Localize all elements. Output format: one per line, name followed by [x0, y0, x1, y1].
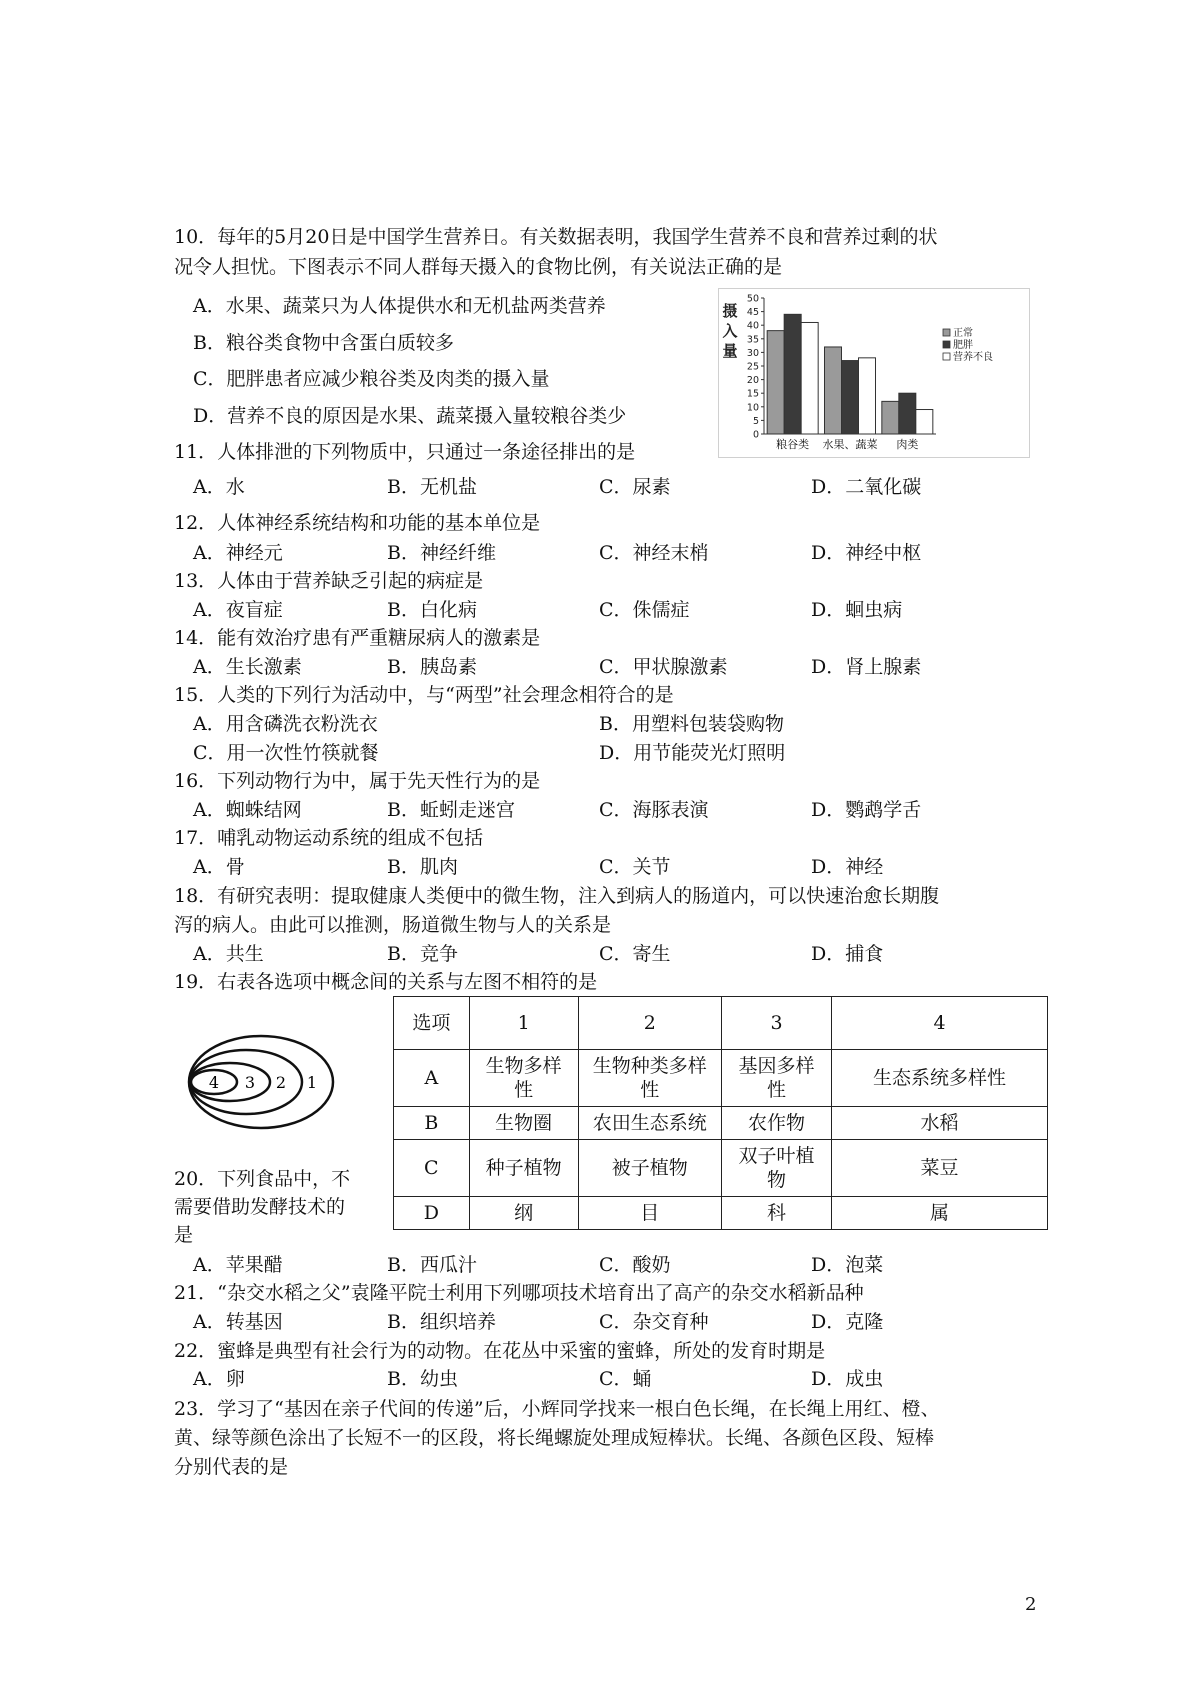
q10-option-b: B．粮谷类食物中含蛋白质较多	[193, 332, 454, 354]
table-row	[394, 1140, 1048, 1197]
y-tick-label: 40	[746, 320, 759, 332]
q18-option-a: A．共生	[193, 943, 264, 965]
q23-stem-line2: 黄、绿等颜色涂出了长短不一的区段，将长绳螺旋处理成短棒状。长绳、各颜色区段、短棒	[174, 1427, 935, 1449]
bar-chart-svg	[718, 288, 1030, 458]
nested-oval-diagram	[186, 1032, 336, 1137]
table-cell: 生物多样性	[469, 1050, 578, 1107]
q17-option-a: A．骨	[193, 856, 245, 878]
q21-option-a: A．转基因	[193, 1311, 283, 1333]
oval-3	[190, 1063, 270, 1101]
q23-stem-line1: 23．学习了“基因在亲子代间的传递”后，小辉同学找来一根白色长绳，在长绳上用红、橙、	[174, 1398, 940, 1420]
nested-ovals-svg	[186, 1032, 336, 1132]
q22-option-c: C．蛹	[599, 1368, 652, 1390]
table-cell: 农田生态系统	[578, 1107, 721, 1140]
table-cell: C	[394, 1140, 470, 1197]
table-cell: 双子叶植物	[721, 1140, 831, 1197]
q22-stem: 22．蜜蜂是典型有社会行为的动物。在花丛中采蜜的蜜蜂，所处的发育时期是	[174, 1340, 826, 1362]
bar	[825, 347, 842, 434]
q14-stem: 14．能有效治疗患有严重糖尿病人的激素是	[174, 627, 541, 649]
q12-option-d: D．神经中枢	[811, 542, 922, 564]
q10-option-d: D．营养不良的原因是水果、蔬菜摄入量较粮谷类少	[193, 405, 627, 427]
q22-option-b: B．幼虫	[387, 1368, 458, 1390]
table-cell: 生物种类多样性	[578, 1050, 721, 1107]
q10-option-c: C．肥胖患者应减少粮谷类及肉类的摄入量	[193, 368, 550, 390]
q14-option-b: B．胰岛素	[387, 656, 477, 678]
bar	[784, 314, 801, 434]
q21-option-b: B．组织培养	[387, 1311, 496, 1333]
q11-option-a: A．水	[193, 476, 245, 498]
concept-relation-table	[393, 996, 1048, 1230]
q15-option-c: C．用一次性竹筷就餐	[193, 742, 379, 764]
table-row	[394, 1107, 1048, 1140]
q18-option-d: D．捕食	[811, 943, 884, 965]
q13-option-d: D．蛔虫病	[811, 599, 903, 621]
q20-option-a: A．苹果醋	[193, 1254, 283, 1276]
legend-label: 正常	[953, 328, 973, 339]
y-axis-label-char: 量	[722, 342, 738, 360]
table-header-cell: 3	[721, 997, 831, 1050]
q19-stem: 19．右表各选项中概念间的关系与左图不相符的是	[174, 971, 598, 993]
oval-label-4: 4	[208, 1073, 220, 1092]
y-axis-label-char: 入	[722, 322, 738, 340]
y-tick-label: 45	[746, 307, 759, 319]
q17-option-c: C．关节	[599, 856, 671, 878]
q16-option-a: A．蜘蛛结网	[193, 799, 302, 821]
y-axis-label-char: 摄	[722, 302, 738, 320]
q15-option-d: D．用节能荧光灯照明	[599, 742, 786, 764]
q10-option-a: A．水果、蔬菜只为人体提供水和无机盐两类营养	[193, 295, 606, 317]
q20-stem-line3: 是	[174, 1224, 194, 1246]
y-tick-label: 50	[746, 293, 759, 305]
q20-option-d: D．泡菜	[811, 1254, 884, 1276]
table-cell: 水稻	[832, 1107, 1048, 1140]
y-tick-label: 25	[746, 361, 759, 373]
q14-option-a: A．生长激素	[193, 656, 302, 678]
x-tick-label: 肉类	[896, 438, 919, 451]
q16-stem: 16．下列动物行为中，属于先天性行为的是	[174, 770, 541, 792]
legend-label: 肥胖	[953, 340, 973, 351]
q18-stem-line1: 18．有研究表明：提取健康人类便中的微生物，注入到病人的肠道内，可以快速治愈长期腹	[174, 885, 940, 907]
y-tick-label: 30	[746, 347, 759, 359]
table-row	[394, 1197, 1048, 1230]
table-row	[394, 1050, 1048, 1107]
legend-swatch	[943, 341, 950, 348]
q21-option-d: D．克隆	[811, 1311, 884, 1333]
table-cell: 被子植物	[578, 1140, 721, 1197]
q11-option-b: B．无机盐	[387, 476, 477, 498]
bar	[842, 361, 859, 434]
oval-label-1: 1	[306, 1073, 318, 1092]
q11-stem: 11．人体排泄的下列物质中，只通过一条途径排出的是	[174, 441, 636, 463]
table-cell: D	[394, 1197, 470, 1230]
q12-stem: 12．人体神经系统结构和功能的基本单位是	[174, 512, 541, 534]
table-cell: 纲	[469, 1197, 578, 1230]
q14-option-d: D．肾上腺素	[811, 656, 922, 678]
q22-option-a: A．卵	[193, 1368, 245, 1390]
table-cell: 种子植物	[469, 1140, 578, 1197]
bar	[899, 393, 916, 434]
table-cell: 基因多样性	[721, 1050, 831, 1107]
q13-option-a: A．夜盲症	[193, 599, 283, 621]
legend-label: 营养不良	[953, 352, 993, 363]
y-tick-label: 15	[746, 388, 759, 400]
table-header-cell: 选项	[394, 997, 470, 1050]
food-intake-bar-chart	[718, 288, 1030, 458]
q12-option-b: B．神经纤维	[387, 542, 496, 564]
q17-stem: 17．哺乳动物运动系统的组成不包括	[174, 827, 484, 849]
page-number: 2	[1025, 1594, 1037, 1615]
table-cell: 属	[832, 1197, 1048, 1230]
table-cell: A	[394, 1050, 470, 1107]
q15-option-b: B．用塑料包装袋购物	[599, 713, 784, 735]
q12-option-a: A．神经元	[193, 542, 283, 564]
q18-option-b: B．竞争	[387, 943, 458, 965]
q16-option-d: D．鹦鹉学舌	[811, 799, 922, 821]
q18-stem-line2: 泻的病人。由此可以推测，肠道微生物与人的关系是	[174, 914, 612, 936]
q20-option-c: C．酸奶	[599, 1254, 671, 1276]
table-cell: 科	[721, 1197, 831, 1230]
q11-option-c: C．尿素	[599, 476, 671, 498]
q16-option-c: C．海豚表演	[599, 799, 709, 821]
y-tick-label: 5	[752, 415, 759, 427]
q23-stem-line3: 分别代表的是	[174, 1456, 289, 1478]
table-header-row	[394, 997, 1048, 1050]
legend-swatch	[943, 329, 950, 336]
table-header-cell: 4	[832, 997, 1048, 1050]
table-header-cell: 1	[469, 997, 578, 1050]
bar	[801, 322, 818, 434]
bar	[767, 331, 784, 434]
q20-stem-line2: 需要借助发酵技术的	[174, 1196, 346, 1218]
q18-option-c: C．寄生	[599, 943, 671, 965]
q22-option-d: D．成虫	[811, 1368, 884, 1390]
bar	[859, 358, 876, 434]
y-tick-label: 10	[746, 402, 759, 414]
q10-stem-line2: 况令人担忧。下图表示不同人群每天摄入的食物比例，有关说法正确的是	[174, 256, 783, 278]
table-header-cell: 2	[578, 997, 721, 1050]
table-cell: 生态系统多样性	[832, 1050, 1048, 1107]
table-cell: 生物圈	[469, 1107, 578, 1140]
y-tick-label: 0	[752, 429, 759, 441]
y-tick-label: 20	[746, 375, 759, 387]
oval-label-3: 3	[244, 1073, 256, 1092]
q14-option-c: C．甲状腺激素	[599, 656, 728, 678]
x-tick-label: 水果、蔬菜	[822, 438, 878, 451]
q15-option-a: A．用含磷洗衣粉洗衣	[193, 713, 378, 735]
q13-option-c: C．侏儒症	[599, 599, 690, 621]
q20-option-b: B．西瓜汁	[387, 1254, 477, 1276]
q13-option-b: B．白化病	[387, 599, 477, 621]
q13-stem: 13．人体由于营养缺乏引起的病症是	[174, 570, 484, 592]
bar	[916, 410, 933, 434]
q11-option-d: D．二氧化碳	[811, 476, 922, 498]
table-cell: 菜豆	[832, 1140, 1048, 1197]
q17-option-d: D．神经	[811, 856, 884, 878]
q21-option-c: C．杂交育种	[599, 1311, 709, 1333]
x-tick-label: 粮谷类	[776, 438, 810, 451]
table-cell: B	[394, 1107, 470, 1140]
q10-stem-line1: 10．每年的5月20日是中国学生营养日。有关数据表明，我国学生营养不良和营养过剩的状	[174, 226, 938, 248]
q16-option-b: B．蚯蚓走迷宫	[387, 799, 515, 821]
q12-option-c: C．神经末梢	[599, 542, 709, 564]
legend-swatch	[943, 353, 950, 360]
q15-stem: 15．人类的下列行为活动中，与“两型”社会理念相符合的是	[174, 684, 674, 706]
oval-label-2: 2	[275, 1073, 287, 1092]
table-cell: 目	[578, 1197, 721, 1230]
q17-option-b: B．肌肉	[387, 856, 458, 878]
q20-stem-line1: 20．下列食品中，不	[174, 1168, 351, 1190]
y-tick-label: 35	[746, 334, 759, 346]
q21-stem: 21．“杂交水稻之父”袁隆平院士利用下列哪项技术培育出了高产的杂交水稻新品种	[174, 1282, 864, 1304]
table-cell: 农作物	[721, 1107, 831, 1140]
bar	[882, 401, 899, 434]
